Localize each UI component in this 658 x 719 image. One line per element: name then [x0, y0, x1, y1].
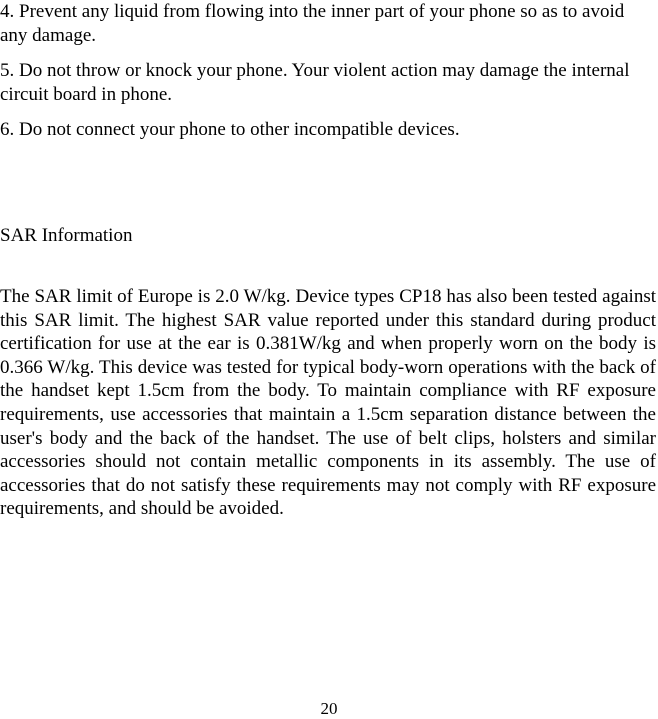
precaution-item-5: 5. Do not throw or knock your phone. Your violent action may damage the internal circuit board in phone. — [0, 60, 630, 105]
precaution-item-4: 4. Prevent any liquid from flowing into the inner part of your phone so as to avoid any damage. — [0, 1, 625, 46]
page-number: 20 — [320, 699, 338, 718]
precaution-item-6: 6. Do not connect your phone to other incompatible devices. — [0, 119, 460, 140]
sar-paragraph: The SAR limit of Europe is 2.0 W/kg. Device types CP18 has also been tested against this SAR limit. The highest SAR value reported under this standard during product certification for use at the ear is 0.381W/kg and when properly worn on the body is 0.366 W/kg. This device was tested for typical body-worn operations with the back of the handset kept 1.5cm from the body. To maintain compliance with RF exposure requirements, use accessories that maintain a 1.5cm separation distance between the user's body and the back of the handset. The use of belt clips, holsters and similar accessories should not contain metallic components in its assembly. The use of accessories that do not satisfy these requirements may not comply with RF exposure requirements, and should be avoided. — [0, 286, 656, 520]
sar-heading: SAR Information — [0, 225, 133, 246]
